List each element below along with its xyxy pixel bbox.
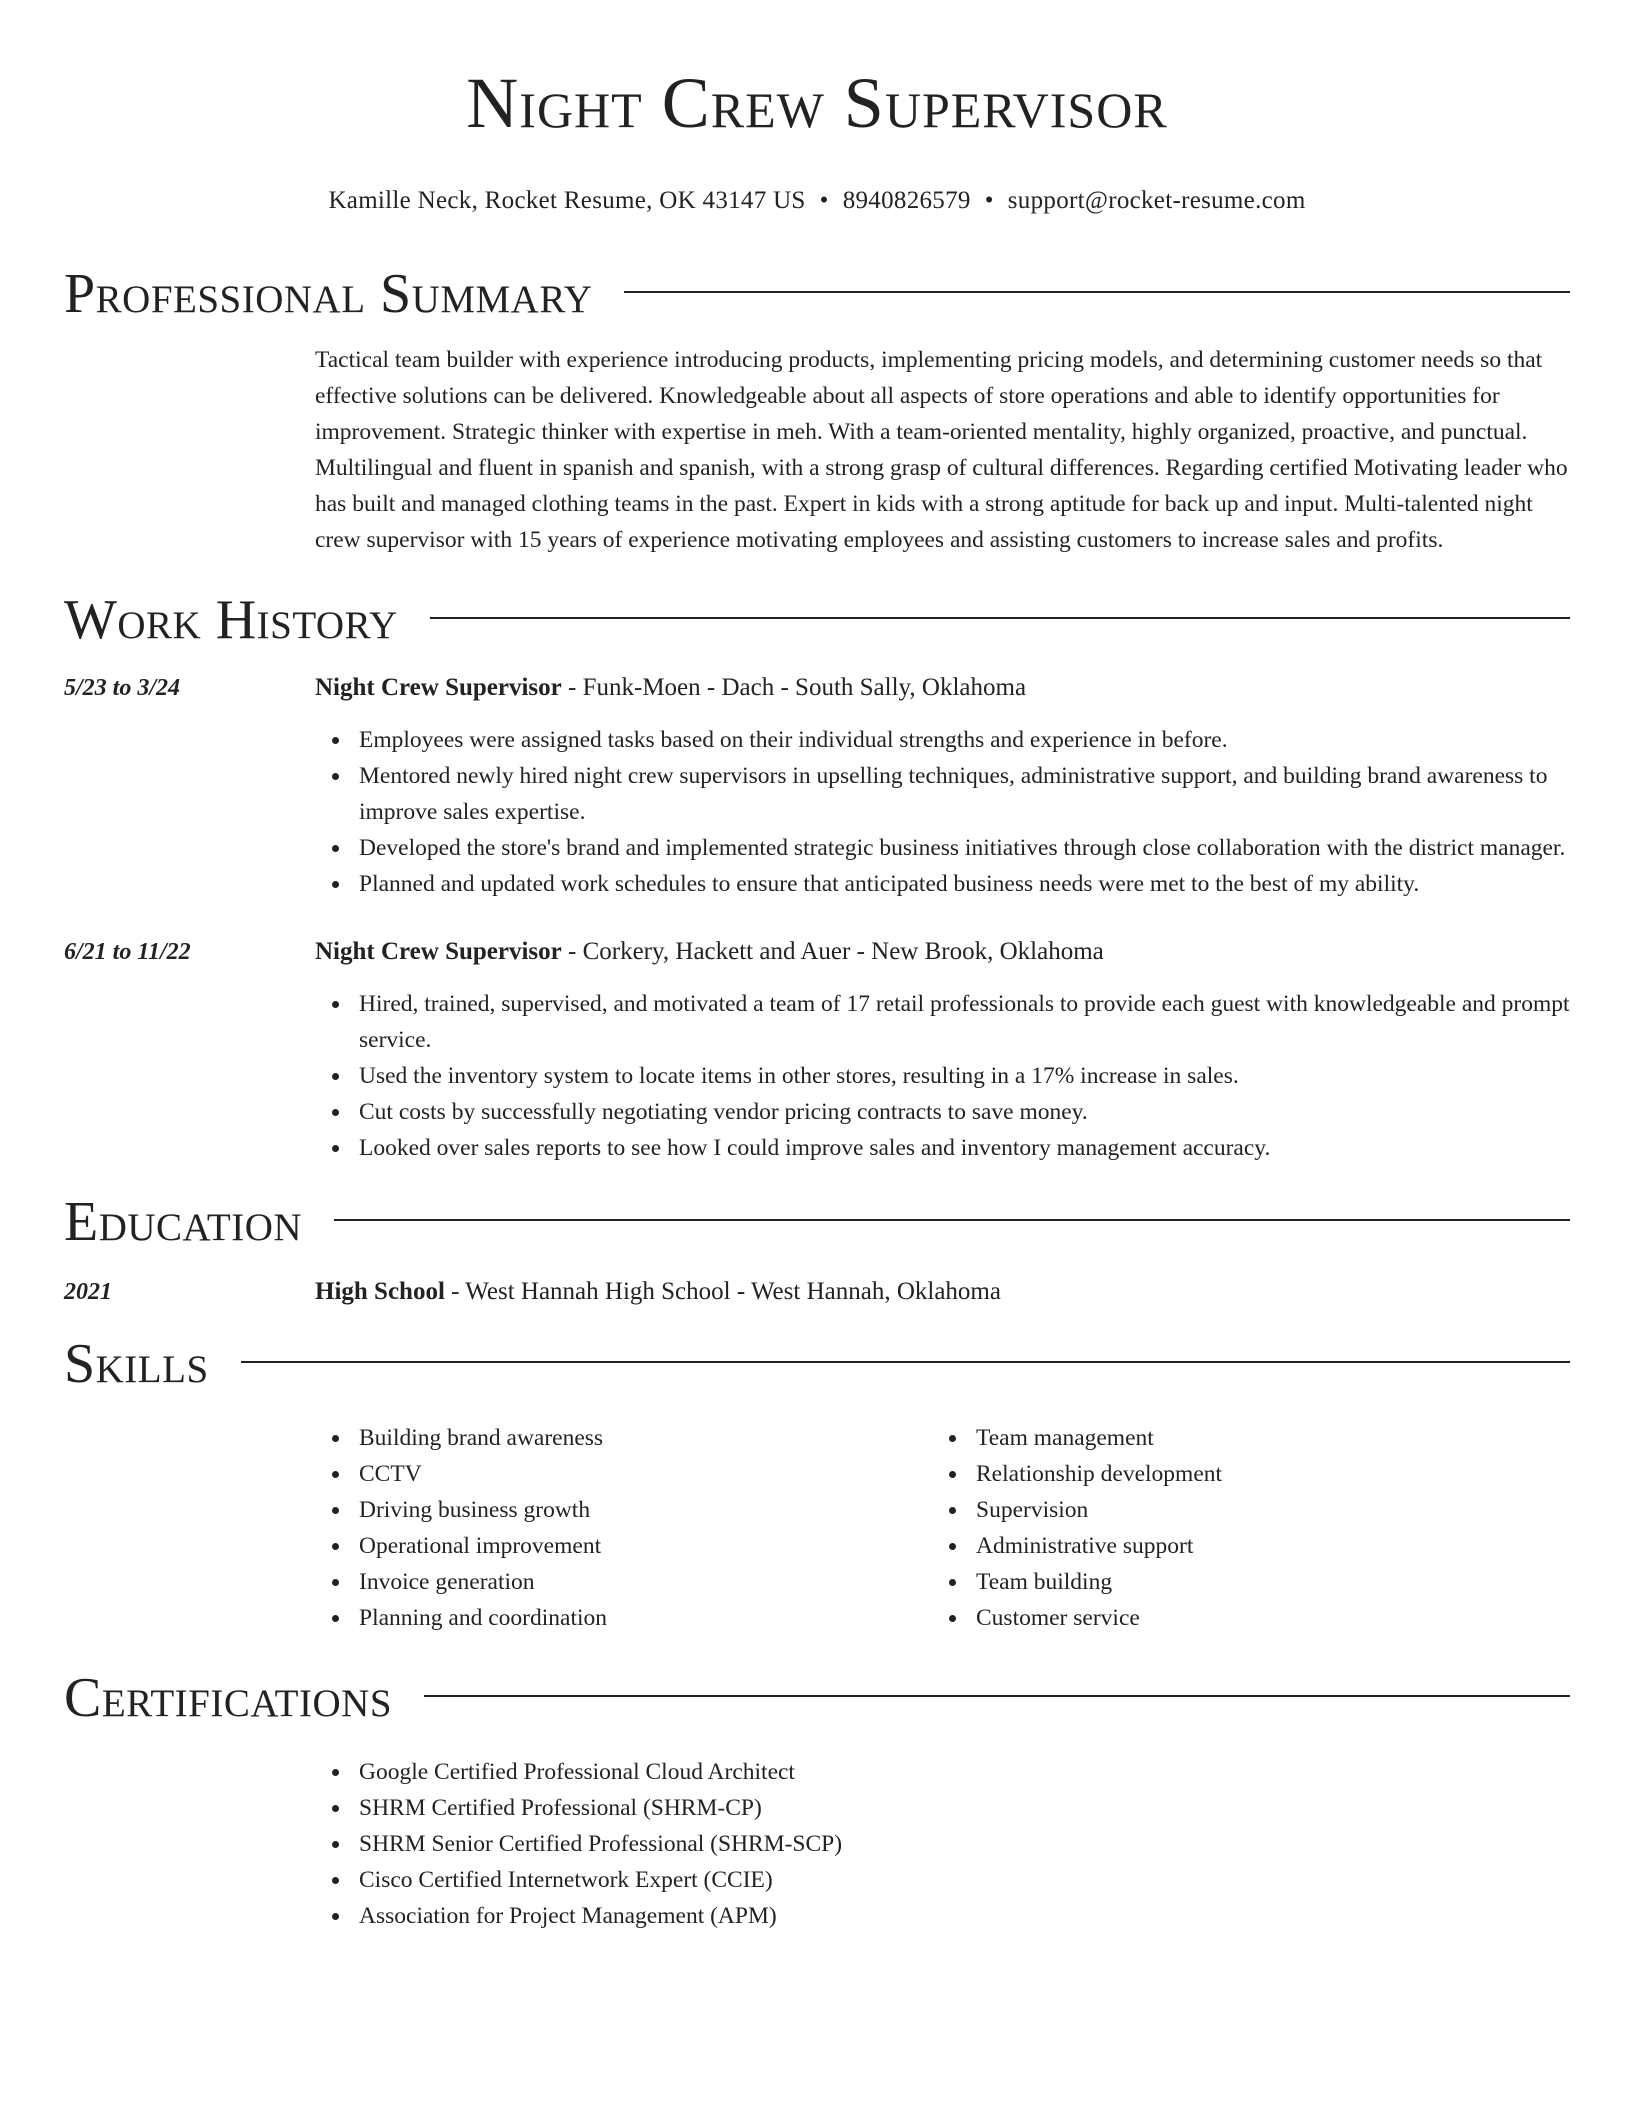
skills-column-left: [315, 1420, 932, 1636]
list-item: Mentored newly hired night crew supervisors in upselling techniques, administrative support, and building brand awareness to improve sales expertise.: [359, 758, 1570, 830]
skill-item: Planning and coordination: [359, 1600, 932, 1636]
job-heading: [315, 670, 1026, 706]
section-divider: [624, 291, 1570, 293]
skill-item: Customer service: [976, 1600, 1549, 1636]
skill-item: Team management: [976, 1420, 1549, 1456]
education-entry: [64, 1274, 1570, 1310]
certification-item: SHRM Certified Professional (SHRM-CP): [359, 1790, 1570, 1826]
list-item: Planned and updated work schedules to ensure that anticipated business needs were met to the best of my ability.: [359, 866, 1570, 902]
job-details: - Corkery, Hackett and Auer - New Brook, Oklahoma: [561, 938, 1104, 965]
section-heading: Certifications: [64, 1667, 393, 1729]
job-entry: [64, 934, 1570, 970]
certification-item: Cisco Certified Internetwork Expert (CCIE): [359, 1862, 1570, 1898]
skill-item: Team building: [976, 1564, 1549, 1600]
contact-line: [64, 184, 1570, 218]
contact-separator: •: [984, 187, 994, 214]
section-heading: Professional Summary: [64, 263, 593, 325]
section-education-header: [64, 1190, 1570, 1254]
section-heading: Work History: [64, 589, 398, 651]
skill-item: CCTV: [359, 1456, 932, 1492]
skill-item: Driving business growth: [359, 1492, 932, 1528]
job-dates: 5/23 to 3/24: [64, 675, 181, 701]
job-title: Night Crew Supervisor: [315, 938, 562, 965]
certifications-list: [315, 1754, 1570, 1934]
job-bullets: [315, 986, 1570, 1166]
resume-title: Night Crew Supervisor: [466, 63, 1168, 143]
contact-phone: 8940826579: [842, 187, 971, 214]
skill-item: Operational improvement: [359, 1528, 932, 1564]
section-heading: Skills: [64, 1333, 209, 1395]
section-certifications-header: [64, 1666, 1570, 1730]
skill-item: Building brand awareness: [359, 1420, 932, 1456]
section-heading: Education: [64, 1191, 303, 1253]
contact-separator: •: [819, 187, 829, 214]
section-skills-header: [64, 1332, 1570, 1396]
list-item: Developed the store's brand and implemented strategic business initiatives through close collaboration with the district manager.: [359, 830, 1570, 866]
job-entry: [64, 670, 1570, 706]
education-details: - West Hannah High School - West Hannah, Oklahoma: [444, 1278, 1001, 1305]
job-dates: 6/21 to 11/22: [64, 939, 191, 965]
section-divider: [430, 617, 1570, 619]
certification-item: Google Certified Professional Cloud Architect: [359, 1754, 1570, 1790]
section-summary-header: [64, 262, 1570, 326]
job-bullets: [315, 722, 1570, 902]
education-heading: [315, 1274, 1001, 1310]
job-details: - Funk-Moen - Dach - South Sally, Oklahoma: [561, 674, 1027, 701]
contact-email[interactable]: support@rocket-resume.com: [1007, 187, 1306, 214]
skills-grid: [315, 1420, 1570, 1636]
contact-address: Kamille Neck, Rocket Resume, OK 43147 US: [328, 187, 806, 214]
skill-item: Relationship development: [976, 1456, 1549, 1492]
skill-item: Administrative support: [976, 1528, 1549, 1564]
skill-item: Supervision: [976, 1492, 1549, 1528]
resume-page: [64, 0, 1570, 1934]
list-item: Hired, trained, supervised, and motivated a team of 17 retail professionals to provide each guest with knowledgeable and prompt service.: [359, 986, 1570, 1058]
certification-item: SHRM Senior Certified Professional (SHRM-SCP): [359, 1826, 1570, 1862]
education-year: 2021: [64, 1279, 112, 1305]
section-divider: [334, 1219, 1570, 1221]
list-item: Employees were assigned tasks based on their individual strengths and experience in before.: [359, 722, 1570, 758]
job-title: Night Crew Supervisor: [315, 674, 562, 701]
summary-text: Tactical team builder with experience introducing products, implementing pricing models, and determining customer needs so that effective solutions can be delivered. Knowledgeable about all aspects of store operations and able to identify opportunities for improvement. Strategic thinker with expertise in meh. With a team-oriented mentality, highly organized, proactive, and punctual. Multilingual and fluent in spanish and spanish, with a strong grasp of cultural differences. Regarding certified Motivating leader who has built and managed clothing teams in the past. Expert in kids with a strong aptitude for back up and input. Multi-talented night crew supervisor with 15 years of experience motivating employees and assisting customers to increase sales and profits.: [315, 347, 1568, 553]
list-item: Used the inventory system to locate items in other stores, resulting in a 17% increase in sales.: [359, 1058, 1570, 1094]
section-divider: [241, 1361, 1570, 1363]
section-work-header: [64, 588, 1570, 652]
education-degree: High School: [315, 1278, 445, 1305]
job-heading: [315, 934, 1104, 970]
list-item: Cut costs by successfully negotiating vendor pricing contracts to save money.: [359, 1094, 1570, 1130]
certification-item: Association for Project Management (APM): [359, 1898, 1570, 1934]
skills-column-right: [932, 1420, 1549, 1636]
skill-item: Invoice generation: [359, 1564, 932, 1600]
list-item: Looked over sales reports to see how I could improve sales and inventory management accuracy.: [359, 1130, 1570, 1166]
section-divider: [424, 1695, 1570, 1697]
